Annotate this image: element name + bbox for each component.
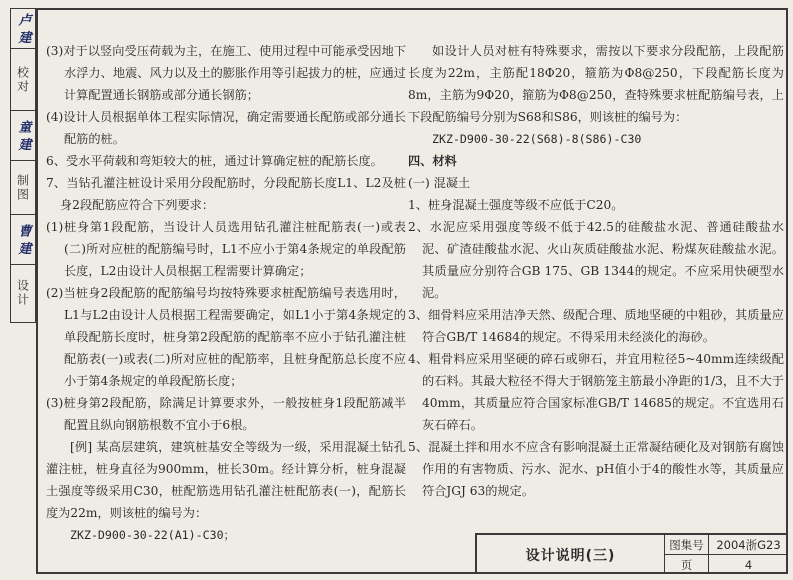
check-label: 校对 — [15, 65, 30, 94]
draw-label: 制图 — [15, 173, 30, 202]
title-block — [475, 533, 788, 574]
example-paragraph: [例] 某高层建筑，建筑桩基安全等级为一级，采用混凝土钻孔灌注桩，桩身直径为900mm，桩长30m。经计算分析，桩身混凝土强度等级采用C30，桩配筋选用钻孔灌注桩配筋表(一)，配筋长度为22m，则该桩的编号为： — [46, 440, 406, 520]
strip-draw-sig — [11, 215, 35, 265]
atlas-number-label: 图集号 — [665, 535, 709, 555]
strip-check-sig — [11, 111, 35, 161]
sheet-title: 设计说明(三) — [477, 535, 665, 574]
check-signature: 童 建 — [15, 120, 31, 151]
draw-signature: 曹 建 — [15, 224, 31, 255]
atlas-number-value: 2004浙G23 — [709, 535, 788, 555]
material-item-3: 3、细骨料应采用洁净天然、级配合理、质地坚硬的中粗砂，其质量应符合GB/T 14684的规定。不得采用未经淡化的海砂。 — [408, 308, 784, 344]
paragraph-7-3-second-segment-halving: (3)桩身第2段配筋，除满足计算要求外，一般按桩身1段配筋减半配置且纵向钢筋根数不宜小于6根。 — [46, 396, 406, 432]
special-requirement-paragraph: 如设计人员对桩有特殊要求，需按以下要求分段配筋，上段配筋长度为22m，主筋配18Φ20，箍筋为Φ8@250，下段配筋长度为8m，主筋为9Φ20，箍筋为Φ8@250，查特殊要求桩配筋编号表，上下段配筋编号分别为S68和S86，则该桩的编号为： — [408, 44, 784, 124]
design-label: 设计 — [15, 279, 30, 307]
signoff-strip — [10, 8, 36, 323]
example-code-1: ZKZ-D900-30-22(A1)-C30； — [70, 528, 236, 542]
right-column — [408, 40, 784, 502]
left-column — [46, 40, 406, 546]
section-heading-materials: 四、材料 — [408, 154, 457, 168]
strip-check-label — [11, 49, 35, 111]
material-item-4: 4、粗骨料应采用坚硬的碎石或卵石，并宜用粒径5~40mm连续级配的石料。其最大粒径不得大于钢筋笼主筋最小净距的1/3，且不大于40mm，其质量应符合国家标准GB/T 14685的规定。不宜选用石灰石碎石。 — [408, 352, 784, 432]
paragraph-4-engineer-decision: (4)设计人员根据单体工程实际情况，确定需要通长配筋或部分通长配筋的桩。 — [46, 110, 406, 146]
example-code-2: ZKZ-D900-30-22(S68)-8(S86)-C30 — [432, 132, 642, 146]
paragraph-7-2-second-segment: (2)当桩身2段配筋的配筋编号均按特殊要求桩配筋编号表选用时，L1与L2由设计人员根据工程需要确定，如L1小于第4条规定的单段配筋长度时，桩身第2段配筋的配筋率不应小于钻孔灌注桩配筋表(一)或表(二)所对应桩的配筋率，且桩身配筋总长度不应小于第4条规定的单段配筋长度； — [46, 286, 406, 388]
material-item-2: 2、水泥应采用强度等级不低于42.5的硅酸盐水泥、普通硅酸盐水泥、矿渣硅酸盐水泥、火山灰质硅酸盐水泥、粉煤灰硅酸盐水泥。其质量应分别符合GB 175、GB 1344的规定。不应采用快硬型水泥。 — [408, 220, 784, 300]
subsection-heading-concrete: (一) 混凝土 — [408, 176, 471, 190]
strip-draw-label — [11, 161, 35, 215]
review-signature: 卢 建 — [15, 13, 31, 44]
strip-review-sig — [11, 9, 35, 49]
page-label: 页 — [665, 555, 709, 574]
paragraph-3-vertical-load: (3)对于以竖向受压荷载为主，在施工、使用过程中可能承受因地下水浮力、地震、风力以及土的膨胀作用等引起拔力的桩，应通过计算配置通长钢筋或部分通长钢筋； — [46, 44, 406, 102]
paragraph-7-segmented-reinforcement: 7、当钻孔灌注桩设计采用分段配筋时，分段配筋长度L1、L2及桩身2段配筋应符合下列要求： — [46, 176, 406, 212]
page-number: 4 — [744, 557, 753, 572]
strip-design-label — [11, 265, 35, 321]
material-item-5: 5、混凝土拌和用水不应含有影响混凝土正常凝结硬化及对钢筋有腐蚀作用的有害物质、污水、泥水、pH值小于4的酸性水等，其质量应符合JGJ 63的规定。 — [408, 440, 784, 498]
paragraph-7-1-first-segment: (1)桩身第1段配筋，当设计人员选用钻孔灌注桩配筋表(一)或表(二)所对应桩的配筋编号时，L1不应小于第4条规定的单段配筋长度，L2由设计人员根据工程需要计算确定； — [46, 220, 406, 278]
material-item-1: 1、桩身混凝土强度等级不应低于C20。 — [408, 198, 624, 212]
paragraph-6-horizontal-load: 6、受水平荷载和弯矩较大的桩，通过计算确定桩的配筋长度。 — [46, 154, 383, 168]
